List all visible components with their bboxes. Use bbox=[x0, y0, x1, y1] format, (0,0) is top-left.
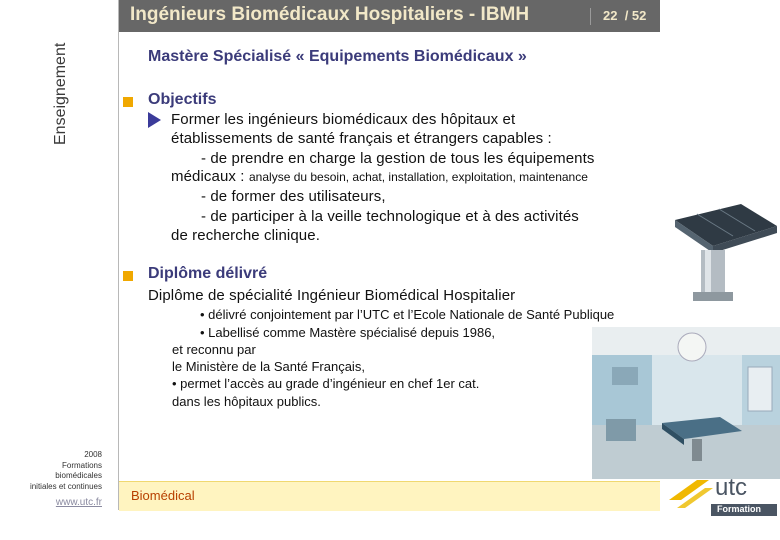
objectifs-line-4-detail: analyse du besoin, achat, installation, exploitation, maintenance bbox=[249, 170, 588, 184]
objectifs-line-3: - de prendre en charge la gestion de tous les équipements bbox=[201, 150, 595, 167]
objectifs-line-4 bbox=[171, 168, 588, 186]
footer-label: Biomédical bbox=[131, 488, 195, 503]
diplome-line-5: le Ministère de la Santé Français, bbox=[172, 359, 365, 374]
utc-logo-text: utc bbox=[715, 474, 748, 501]
objectifs-line-7: de recherche clinique. bbox=[171, 227, 320, 244]
diplome-line-3: • Labellisé comme Mastère spécialisé depuis 1986, bbox=[200, 325, 496, 340]
utc-website-link[interactable]: www.utc.fr bbox=[55, 497, 102, 508]
utc-logo bbox=[667, 472, 777, 517]
vertical-divider bbox=[118, 0, 119, 510]
side-label-text: Enseignement bbox=[52, 42, 69, 145]
diplome-line-2: • délivré conjointement par l’UTC et l’Ecole Nationale de Santé Publique bbox=[200, 307, 615, 322]
header-separator bbox=[590, 8, 591, 25]
diplome-line-1: Diplôme de spécialité Ingénieur Biomédical Hospitalier bbox=[148, 287, 516, 304]
objectifs-line-6: - de participer à la veille technologique et à des activités bbox=[201, 208, 579, 225]
left-note bbox=[10, 450, 102, 492]
left-note-year: 2008 bbox=[84, 450, 102, 459]
diplome-line-6: • permet l’accès au grade d’ingénieur en chef 1er cat. bbox=[172, 376, 480, 391]
diplome-heading: Diplôme délivré bbox=[148, 265, 268, 282]
page-counter bbox=[603, 8, 646, 23]
footer-bar bbox=[119, 481, 660, 511]
diplome-line-4: et reconnu par bbox=[172, 342, 256, 357]
objectifs-line-1: Former les ingénieurs biomédicaux des hôpitaux et bbox=[171, 111, 516, 128]
objectifs-line-4-main: médicaux : bbox=[171, 168, 245, 185]
left-note-line-3: initiales et continues bbox=[29, 481, 102, 491]
bullet-square-icon bbox=[123, 97, 133, 107]
diplome-line-7: dans les hôpitaux publics. bbox=[172, 394, 321, 409]
page-total: / 52 bbox=[624, 8, 647, 23]
arrow-bullet-icon bbox=[148, 112, 161, 128]
objectifs-line-2: établissements de santé français et étrangers capables : bbox=[171, 130, 552, 147]
operating-room-photo bbox=[592, 327, 780, 479]
bullet-square-icon-2 bbox=[123, 271, 133, 281]
objectifs-heading: Objectifs bbox=[148, 91, 217, 108]
left-note-line-1: Formations bbox=[61, 460, 102, 470]
side-label bbox=[52, 0, 72, 145]
objectifs-line-5: - de former des utilisateurs, bbox=[201, 188, 386, 205]
utc-logo-sub: Formation bbox=[717, 504, 761, 514]
left-note-line-2: biomédicales bbox=[55, 471, 102, 480]
operating-table-image bbox=[671, 198, 779, 308]
page-current: 22 bbox=[603, 8, 618, 23]
header-title: Ingénieurs Biomédicaux Hospitaliers - IBMH bbox=[130, 4, 530, 25]
slide-subtitle: Mastère Spécialisé « Equipements Biomédicaux » bbox=[148, 48, 527, 65]
